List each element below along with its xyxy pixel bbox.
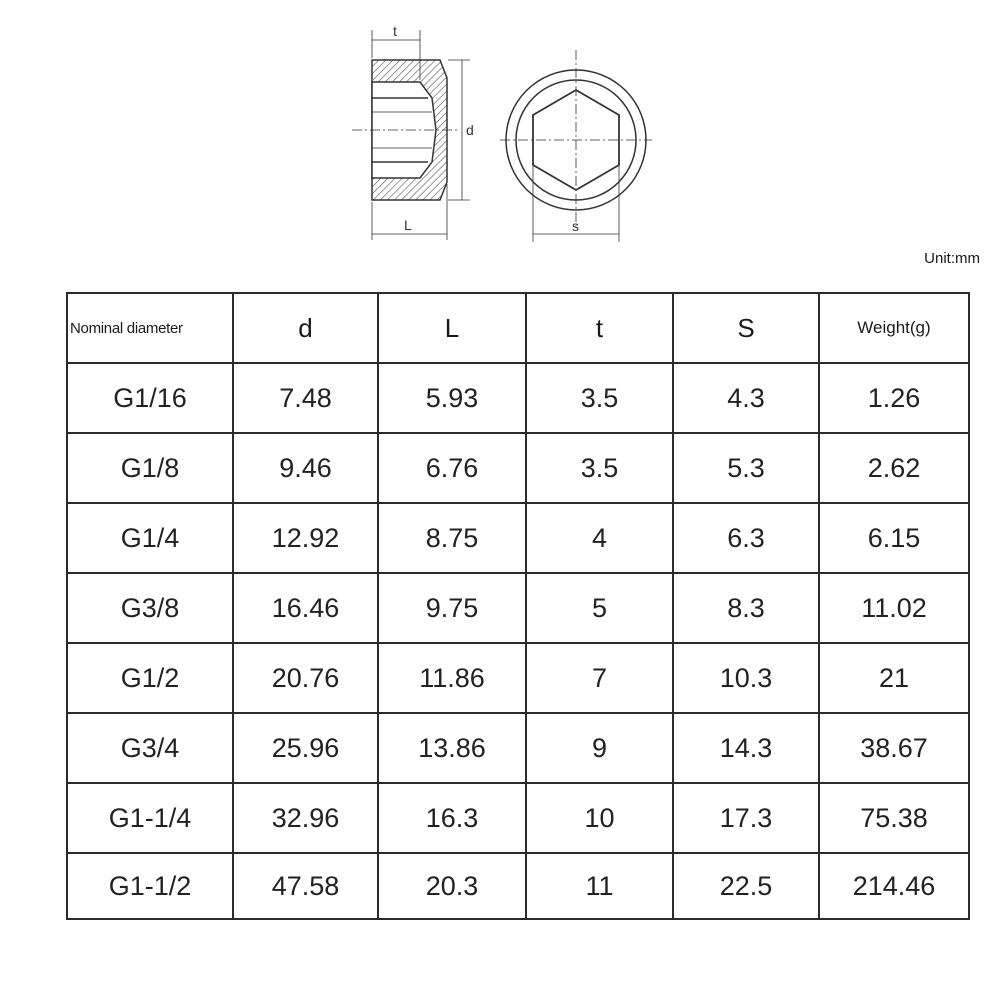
side-view [352,30,470,240]
table-body [67,363,969,919]
table-row [67,503,969,573]
d-cell: 7.48 [233,363,378,433]
weight-cell: 2.62 [819,433,969,503]
table-row [67,573,969,643]
S-cell: 14.3 [673,713,819,783]
dim-label-s: s [572,218,579,234]
nominal-diameter-cell: G1-1/2 [67,853,233,919]
dim-label-L: L [404,217,412,233]
nominal-diameter-cell: G3/8 [67,573,233,643]
weight-cell: 75.38 [819,783,969,853]
t-cell: 10 [526,783,673,853]
t-cell: 11 [526,853,673,919]
nominal-diameter-cell: G1/4 [67,503,233,573]
L-cell: 11.86 [378,643,526,713]
d-cell: 9.46 [233,433,378,503]
L-cell: 20.3 [378,853,526,919]
t-cell: 9 [526,713,673,783]
S-cell: 8.3 [673,573,819,643]
S-cell: 6.3 [673,503,819,573]
table-header-row [67,293,969,363]
S-cell: 5.3 [673,433,819,503]
S-cell: 4.3 [673,363,819,433]
table-row [67,783,969,853]
S-cell: 17.3 [673,783,819,853]
d-cell: 20.76 [233,643,378,713]
table-row [67,433,969,503]
L-cell: 8.75 [378,503,526,573]
dim-label-t: t [393,23,397,39]
nominal-diameter-cell: G3/4 [67,713,233,783]
t-cell: 4 [526,503,673,573]
nominal-diameter-cell: G1-1/4 [67,783,233,853]
end-view [500,50,652,242]
t-cell: 3.5 [526,363,673,433]
weight-cell: 21 [819,643,969,713]
header-d: d [233,293,378,363]
dim-label-d: d [466,122,474,138]
S-cell: 22.5 [673,853,819,919]
d-cell: 12.92 [233,503,378,573]
nominal-diameter-cell: G1/16 [67,363,233,433]
header-weight: Weight(g) [819,293,969,363]
table-row [67,643,969,713]
header-L: L [378,293,526,363]
L-cell: 16.3 [378,783,526,853]
table-row [67,853,969,919]
nominal-diameter-cell: G1/8 [67,433,233,503]
header-t: t [526,293,673,363]
weight-cell: 11.02 [819,573,969,643]
d-cell: 25.96 [233,713,378,783]
t-cell: 7 [526,643,673,713]
d-cell: 32.96 [233,783,378,853]
table-row [67,713,969,783]
weight-cell: 6.15 [819,503,969,573]
d-cell: 16.46 [233,573,378,643]
weight-cell: 38.67 [819,713,969,783]
t-cell: 5 [526,573,673,643]
unit-label: Unit:mm [924,250,980,267]
t-cell: 3.5 [526,433,673,503]
header-S: S [673,293,819,363]
L-cell: 5.93 [378,363,526,433]
L-cell: 13.86 [378,713,526,783]
spec-table [66,292,970,920]
weight-cell: 214.46 [819,853,969,919]
S-cell: 10.3 [673,643,819,713]
table-row [67,363,969,433]
technical-drawing [0,0,1000,260]
nominal-diameter-cell: G1/2 [67,643,233,713]
d-cell: 47.58 [233,853,378,919]
weight-cell: 1.26 [819,363,969,433]
L-cell: 9.75 [378,573,526,643]
L-cell: 6.76 [378,433,526,503]
header-nominal-diameter: Nominal diameter [67,293,233,363]
